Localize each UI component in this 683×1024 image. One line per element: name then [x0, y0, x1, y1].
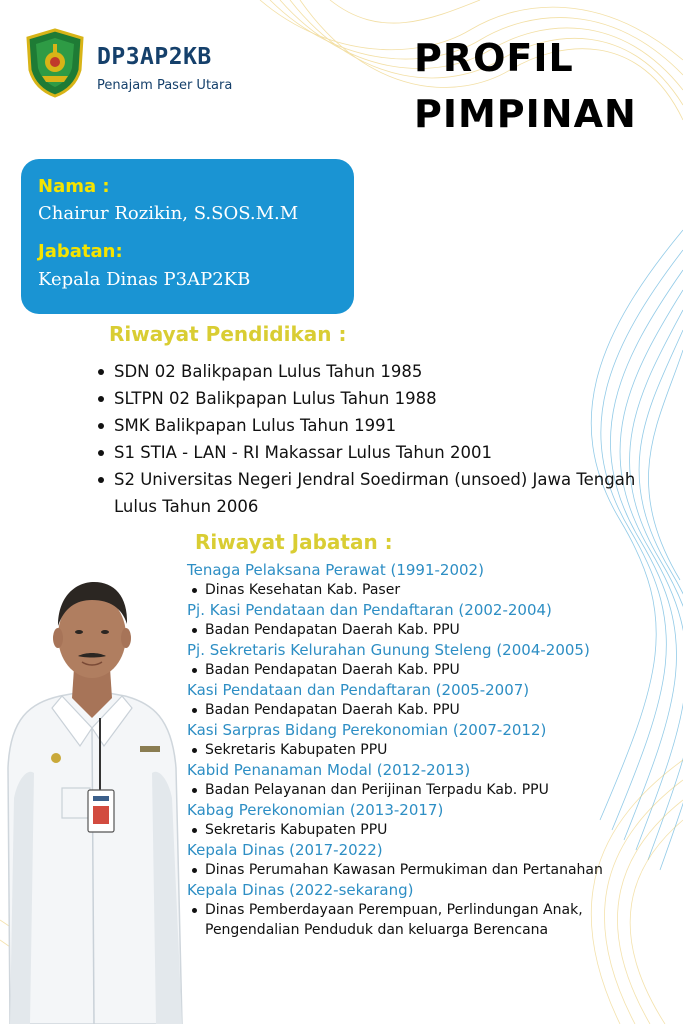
- career-place: Badan Pelayanan dan Perijinan Terpadu Kab. PPU: [187, 780, 667, 800]
- career-place: Badan Pendapatan Daerah Kab. PPU: [187, 700, 667, 720]
- career-place: Sekretaris Kabupaten PPU: [187, 740, 667, 760]
- education-item: S1 STIA - LAN - RI Makassar Lulus Tahun 2001: [96, 439, 666, 466]
- title-line-2: PIMPINAN: [414, 92, 637, 136]
- career-title: Kasi Sarpras Bidang Perekonomian (2007-2012): [187, 721, 547, 739]
- career-title: Kepala Dinas (2017-2022): [187, 841, 383, 859]
- education-item: SLTPN 02 Balikpapan Lulus Tahun 1988: [96, 385, 666, 412]
- career-place: Dinas Pemberdayaan Perempuan, Perlindungan Anak, Pengendalian Penduduk dan keluarga Berencana: [187, 900, 667, 940]
- name-label: Nama :: [38, 176, 110, 197]
- org-name: DP3AP2KB: [97, 44, 212, 70]
- career-title: Kabag Perekonomian (2013-2017): [187, 801, 444, 819]
- career-place: Badan Pendapatan Daerah Kab. PPU: [187, 660, 667, 680]
- career-heading: Riwayat Jabatan :: [195, 530, 393, 554]
- career-place: Dinas Kesehatan Kab. Paser: [187, 580, 667, 600]
- career-place: Dinas Perumahan Kawasan Permukiman dan Pertanahan: [187, 860, 667, 880]
- org-subtitle: Penajam Paser Utara: [97, 78, 233, 93]
- career-place: Badan Pendapatan Daerah Kab. PPU: [187, 620, 667, 640]
- career-list: [187, 560, 667, 940]
- portrait-photo: [0, 568, 185, 1024]
- career-title: Tenaga Pelaksana Perawat (1991-2002): [187, 561, 484, 579]
- education-item: S2 Universitas Negeri Jendral Soedirman (unsoed) Jawa Tengah Lulus Tahun 2006: [96, 466, 666, 520]
- career-title: Kasi Pendataan dan Pendaftaran (2005-2007): [187, 681, 530, 699]
- profile-card: [21, 159, 354, 314]
- career-title: Pj. Kasi Pendataan dan Pendaftaran (2002-2004): [187, 601, 552, 619]
- education-item: SMK Balikpapan Lulus Tahun 1991: [96, 412, 666, 439]
- career-title: Pj. Sekretaris Kelurahan Gunung Steleng (2004-2005): [187, 641, 590, 659]
- dp3ap2kb-logo: [24, 28, 86, 98]
- page-title: [414, 30, 637, 142]
- position-label: Jabatan:: [38, 241, 123, 262]
- career-title: Kepala Dinas (2022-sekarang): [187, 881, 414, 899]
- education-heading: Riwayat Pendidikan :: [109, 322, 347, 346]
- title-line-1: PROFIL: [414, 36, 574, 80]
- education-list: [96, 358, 666, 520]
- name-value: Chairur Rozikin, S.SOS.M.M: [38, 203, 299, 224]
- career-place: Sekretaris Kabupaten PPU: [187, 820, 667, 840]
- career-title: Kabid Penanaman Modal (2012-2013): [187, 761, 471, 779]
- position-value: Kepala Dinas P3AP2KB: [38, 269, 251, 290]
- education-item: SDN 02 Balikpapan Lulus Tahun 1985: [96, 358, 666, 385]
